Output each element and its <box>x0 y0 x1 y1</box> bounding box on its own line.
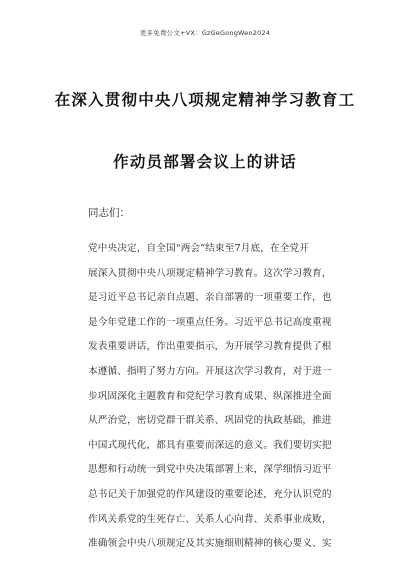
salutation: 同志们： <box>88 207 130 219</box>
body-line: 中国式现代化，都具有重要而深远的意义。我们要切实把 <box>88 439 332 451</box>
body-line: 作风关系党的生死存亡、关系人心向背、关系事业成败， <box>88 513 332 525</box>
document-title-line-1: 在深入贯彻中央八项规定精神学习教育工 <box>54 91 356 109</box>
body-line: 本遵循、指明了努力方向。开展这次学习教育，对于进一 <box>88 365 332 377</box>
body-line: 党中央决定，自全国“两会”结束至7月底，在全党开 <box>88 243 309 254</box>
body-line: 思想和行动统一到党中央决策部署上来，深学细悟习近平 <box>88 464 332 476</box>
document-title-line-2: 作动员部署会议上的讲话 <box>113 153 297 171</box>
body-line: 是习近平总书记亲自点题、亲自部署的一项重要工作，也 <box>88 292 332 304</box>
body-text <box>88 242 353 562</box>
body-line: 步巩固深化主题教育和党纪学习教育成果、纵深推进全面 <box>88 390 332 402</box>
body-line: 总书记关于加强党的作风建设的重要论述，充分认识党的 <box>88 488 332 500</box>
header-note: 更多免费公文+VX：GzGeGongWen2024 <box>139 29 271 37</box>
body-line: 是今年党建工作的一项重点任务。习近平总书记高度重视 <box>88 316 332 328</box>
body-line: 发表重要讲话，作出重要指示，为开展学习教育提供了根 <box>88 341 332 353</box>
body-line: 从严治党，密切党群干群关系、巩固党的执政基础，推进 <box>88 415 332 427</box>
body-line: 展深入贯彻中央八项规定精神学习教育。这次学习教育， <box>88 267 332 279</box>
body-line: 准确领会中央八项规定及其实施细则精神的核心要义、实 <box>88 538 332 550</box>
